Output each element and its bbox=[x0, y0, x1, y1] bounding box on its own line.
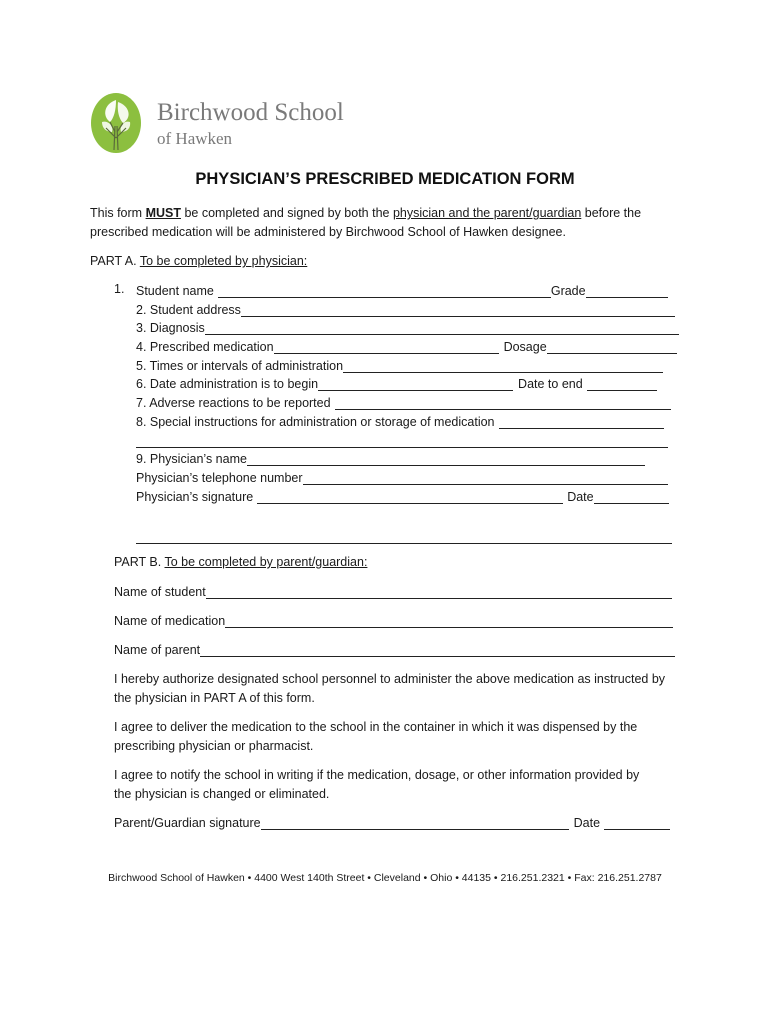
student-address-row bbox=[136, 301, 675, 317]
parent-student-name-field[interactable] bbox=[206, 586, 672, 599]
parent-date-label: Date bbox=[573, 816, 601, 830]
physician-signature-label: Physician’s signature bbox=[136, 490, 254, 504]
special-instructions-continuation-row bbox=[136, 432, 668, 448]
part-a-title: To be completed by physician: bbox=[139, 254, 308, 268]
part-a-extra-field[interactable] bbox=[136, 531, 672, 544]
physician-signature-field[interactable] bbox=[257, 491, 563, 504]
footer-address: Birchwood School of Hawken • 4400 West 140th Street • Cleveland • Ohio • 44135 • 216.251.2321 • Fax: 216.251.2787 bbox=[108, 872, 662, 884]
school-logo-emblem bbox=[90, 92, 142, 154]
form-title: PHYSICIAN’S PRESCRIBED MEDICATION FORM bbox=[195, 170, 575, 188]
physician-date-label: Date bbox=[567, 490, 594, 504]
notify-paragraph bbox=[114, 766, 639, 804]
deliver-line-1: I agree to deliver the medication to the school in the container in which it was dispensed by the bbox=[114, 720, 638, 734]
parent-date-field[interactable] bbox=[604, 817, 670, 830]
physician-phone-label: Physician’s telephone number bbox=[136, 471, 303, 485]
dosage-field[interactable] bbox=[547, 341, 677, 354]
special-instructions-field-2[interactable] bbox=[136, 435, 668, 448]
deliver-paragraph bbox=[114, 718, 637, 756]
intro-paragraph bbox=[90, 204, 641, 242]
parent-student-name-row bbox=[114, 583, 672, 599]
parent-medication-row bbox=[114, 612, 673, 628]
part-b-title: To be completed by parent/guardian: bbox=[164, 555, 368, 569]
intro-line-2: prescribed medication will be administered by Birchwood School of Hawken designee. bbox=[90, 225, 566, 239]
diagnosis-label: 3. Diagnosis bbox=[136, 321, 205, 335]
part-a-extra-row bbox=[136, 528, 672, 544]
prescribed-medication-field[interactable] bbox=[274, 341, 499, 354]
school-name-subtitle: of Hawken bbox=[157, 129, 233, 148]
date-begin-field[interactable] bbox=[318, 378, 513, 391]
times-row bbox=[136, 357, 663, 373]
notify-line-1: I agree to notify the school in writing if the medication, dosage, or other information provided by bbox=[114, 768, 640, 782]
school-name: Birchwood School bbox=[157, 99, 344, 126]
grade-label: Grade bbox=[550, 284, 586, 298]
physician-signature-row bbox=[136, 488, 669, 504]
student-name-field[interactable] bbox=[218, 285, 551, 298]
parent-name-label: Name of parent bbox=[114, 643, 201, 657]
parent-signature-row bbox=[114, 814, 670, 830]
diagnosis-field[interactable] bbox=[205, 322, 679, 335]
physician-date-field[interactable] bbox=[594, 491, 669, 504]
times-field[interactable] bbox=[343, 360, 663, 373]
parent-medication-label: Name of medication bbox=[114, 614, 226, 628]
physician-phone-field[interactable] bbox=[303, 472, 668, 485]
part-b-heading bbox=[114, 555, 367, 569]
parent-medication-field[interactable] bbox=[225, 615, 673, 628]
authorize-line-1: I hereby authorize designated school personnel to administer the above medication as instructed by bbox=[114, 672, 666, 686]
intro-underlined: physician and the parent/guardian bbox=[392, 206, 582, 220]
prescribed-medication-label: 4. Prescribed medication bbox=[136, 340, 274, 354]
dosage-label: Dosage bbox=[503, 340, 547, 354]
date-begin-row bbox=[136, 375, 657, 391]
special-instructions-row bbox=[136, 413, 664, 429]
physician-name-label: 9. Physician’s name bbox=[136, 452, 247, 466]
parent-name-field[interactable] bbox=[200, 644, 675, 657]
student-name-label: Student name bbox=[136, 284, 214, 298]
physician-name-row bbox=[136, 450, 645, 466]
physician-phone-row bbox=[136, 469, 668, 485]
student-address-field[interactable] bbox=[241, 304, 675, 317]
grade-field[interactable] bbox=[586, 285, 668, 298]
prescribed-medication-row bbox=[136, 338, 677, 354]
special-instructions-label: 8. Special instructions for administration or storage of medication bbox=[136, 415, 495, 429]
intro-text: be completed and signed by both the bbox=[180, 206, 393, 220]
physician-name-field[interactable] bbox=[247, 453, 645, 466]
authorize-line-2: the physician in PART A of this form. bbox=[114, 691, 315, 705]
parent-name-row bbox=[114, 641, 675, 657]
adverse-reactions-row bbox=[136, 394, 671, 410]
intro-text: before the bbox=[581, 206, 642, 220]
special-instructions-field[interactable] bbox=[499, 416, 664, 429]
date-begin-label: 6. Date administration is to begin bbox=[136, 377, 319, 391]
parent-signature-field[interactable] bbox=[261, 817, 569, 830]
diagnosis-row bbox=[136, 319, 679, 335]
adverse-reactions-label: 7. Adverse reactions to be reported bbox=[136, 396, 331, 410]
part-a-heading bbox=[90, 254, 307, 268]
parent-student-name-label: Name of student bbox=[114, 585, 206, 599]
date-end-field[interactable] bbox=[587, 378, 657, 391]
notify-line-2: the physician is changed or eliminated. bbox=[114, 787, 330, 801]
adverse-reactions-field[interactable] bbox=[335, 397, 671, 410]
intro-must: MUST bbox=[145, 206, 181, 220]
date-end-label: Date to end bbox=[518, 377, 583, 391]
authorize-paragraph bbox=[114, 670, 665, 708]
item-number-1: 1. bbox=[114, 282, 125, 296]
parent-signature-label: Parent/Guardian signature bbox=[114, 816, 261, 830]
student-address-label: 2. Student address bbox=[136, 303, 241, 317]
times-label: 5. Times or intervals of administration bbox=[136, 359, 344, 373]
student-name-row bbox=[136, 282, 668, 298]
deliver-line-2: prescribing physician or pharmacist. bbox=[114, 739, 314, 753]
intro-text: This form bbox=[90, 206, 146, 220]
part-b-prefix: PART B. bbox=[114, 555, 165, 569]
part-a-prefix: PART A. bbox=[90, 254, 140, 268]
intro-line-1 bbox=[90, 204, 641, 223]
